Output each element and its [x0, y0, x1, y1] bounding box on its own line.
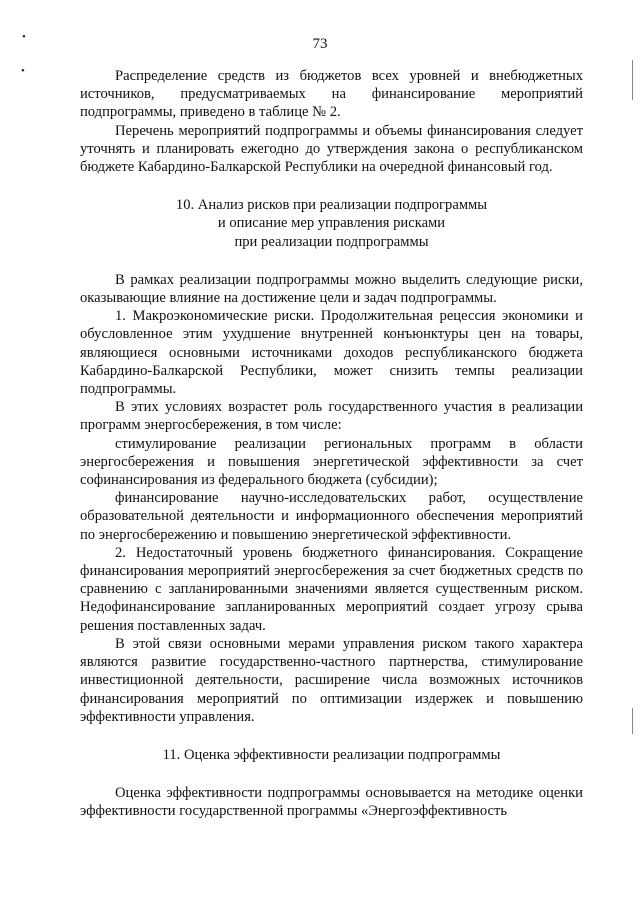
body-paragraph: В этих условиях возрастет роль государственного участия в реализации программ энергосбережения, в том числе: [80, 399, 583, 434]
body-paragraph: стимулирование реализации региональных программ в области энергосбережения и повышения энергетической эффективности за счет софинансирования из федерального бюджета (субсидии); [80, 435, 583, 489]
section-10-heading-line: при реализации подпрограммы [234, 233, 429, 250]
body-paragraph: 1. Макроэкономические риски. Продолжительная рецессия экономики и обусловленное этим ухудшение внутренней конъюнктуры цен на товары, являющиеся основными источниками доходов республиканского бюджета Кабардино-Балкарской Республики, может снизить темпы реализации подпрограммы. [80, 308, 583, 398]
body-paragraph: В рамках реализации подпрограммы можно выделить следующие риски, оказывающие влияние на достижение цели и задач подпрограммы. [80, 271, 583, 307]
body-paragraph: 2. Недостаточный уровень бюджетного финансирования. Сокращение финансирования мероприятий энергосбережения за счет бюджетных средств по сравнению с запланированными значениями является существенным риском. Недофинансирование запланированных мероприятий создает угрозу срыва решения поставленных задач. [80, 544, 583, 634]
margin-scan-line [632, 60, 633, 100]
document-body [80, 67, 583, 821]
body-paragraph: В этой связи основными мерами управления риском такого характера являются развитие государственно-частного партнерства, стимулирование инвестиционной деятельности, расширение числа возможных источников финансирования мероприятий по оптимизации издержек и повышению эффективности управления. [80, 635, 583, 725]
body-paragraph: финансирование научно-исследовательских работ, осуществление образовательной деятельности и информационного обеспечения мероприятий по энергосбережению и повышению энергетической эффективности. [80, 490, 583, 543]
page-number: 73 [312, 36, 328, 52]
body-paragraph: Распределение средств из бюджетов всех уровней и внебюджетных источников, предусматриваемых на финансирование мероприятий подпрограммы, приведено в таблице № 2. [80, 68, 583, 121]
section-10-heading-line: и описание мер управления рисками [217, 215, 446, 232]
scan-speck-mark: • [22, 31, 26, 43]
section-11-heading: 11. Оценка эффективности реализации подпрограммы [162, 746, 501, 763]
scan-speck-mark: • [21, 65, 25, 77]
body-paragraph: Оценка эффективности подпрограммы основывается на методике оценки эффективности государственной программы «Энергоэффективность [80, 785, 583, 820]
section-10-heading [80, 196, 583, 251]
margin-scan-line [632, 708, 633, 734]
body-paragraph: Перечень мероприятий подпрограммы и объемы финансирования следует уточнять и планировать ежегодно до утверждения закона о республиканском бюджете Кабардино-Балкарской Республики на очередной финансовый год. [80, 122, 583, 176]
section-10-heading-line: 10. Анализ рисков при реализации подпрограммы [175, 197, 488, 214]
